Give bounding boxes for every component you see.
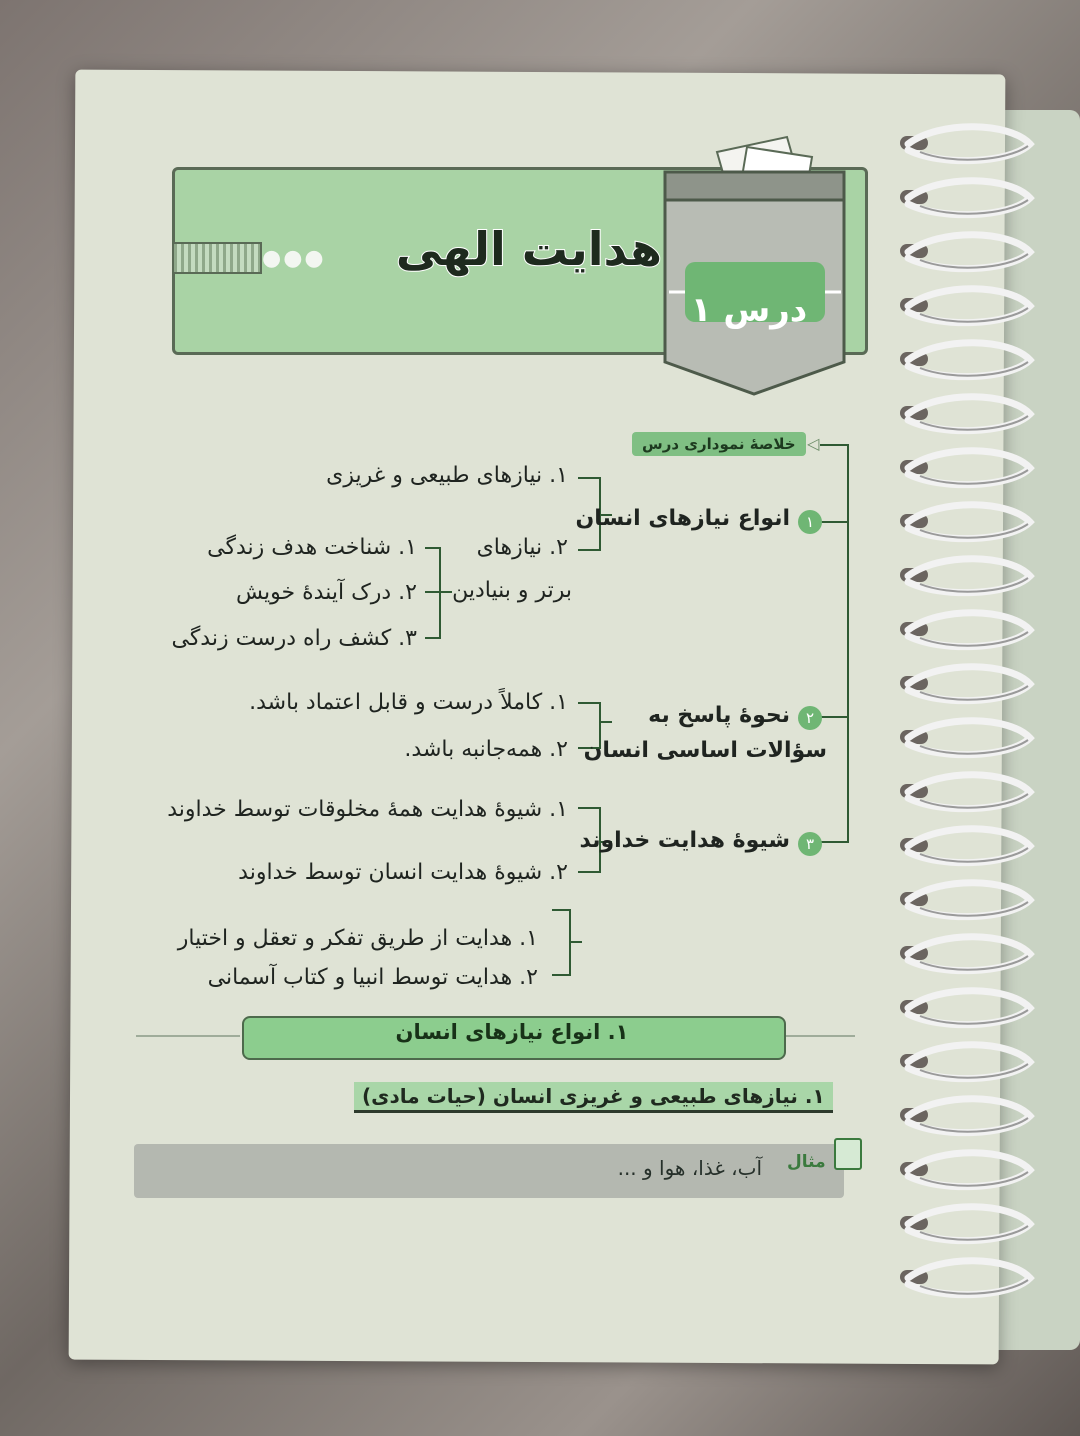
branch-3-item-2: ۲. شیوهٔ هدایت انسان توسط خداوند: [238, 860, 568, 885]
branch-3-subitem-2: ۲. هدایت توسط انبیا و کتاب آسمانی: [207, 965, 538, 990]
branch-1-number: ۱: [798, 510, 822, 534]
example-label: مثال: [787, 1152, 826, 1172]
branch-3-title: شیوهٔ هدایت خداوند: [579, 828, 790, 853]
branch-1-item-2-line-2: برتر و بنیادین: [452, 578, 572, 603]
branch-1-title: انواع نیازهای انسان: [575, 506, 790, 531]
branch-1-subitem-3: ۳. کشف راه درست زندگی: [171, 626, 417, 651]
branch-1-subitem-2: ۲. درک آیندهٔ خویش: [236, 580, 417, 605]
subsection-heading: ۱. نیازهای طبیعی و غریزی انسان (حیات مادی): [354, 1082, 833, 1113]
branch-2-item-2: ۲. همه‌جانبه باشد.: [404, 737, 568, 762]
branch-3-subitem-1: ۱. هدایت از طریق تفکر و تعقل و اختیار: [177, 926, 538, 951]
branch-2-title-line-2: سؤالات اساسی انسان: [583, 738, 827, 763]
branch-1-item-1: ۱. نیازهای طبیعی و غریزی: [326, 463, 568, 488]
lesson-number: درس ۱: [690, 290, 808, 330]
header-dots: ●●●: [262, 246, 326, 271]
branch-2-item-1: ۱. کاملاً درست و قابل اعتماد باشد.: [249, 690, 568, 715]
branch-3-item-1: ۱. شیوهٔ هدایت همهٔ مخلوقات توسط خداوند: [167, 797, 568, 822]
example-text: آب، غذا، هوا و ...: [617, 1156, 762, 1180]
summary-arrow-icon: ◁: [807, 434, 820, 453]
section-title: ۱. انواع نیازهای انسان: [395, 1020, 629, 1044]
section-area: [72, 72, 1002, 1362]
example-note-icon: [834, 1138, 862, 1170]
spiral-binding: [880, 110, 1070, 1350]
page-title: هدایت الهی: [395, 222, 662, 276]
branch-1-subitem-1: ۱. شناخت هدف زندگی: [207, 535, 417, 560]
branch-2-title-line-1: نحوهٔ پاسخ به: [648, 703, 790, 728]
branch-1-item-2-line-1: ۲. نیازهای: [476, 535, 568, 560]
branch-2-number: ۲: [798, 706, 822, 730]
summary-label: خلاصهٔ نموداری درس: [632, 432, 806, 456]
branch-3-number: ۳: [798, 832, 822, 856]
